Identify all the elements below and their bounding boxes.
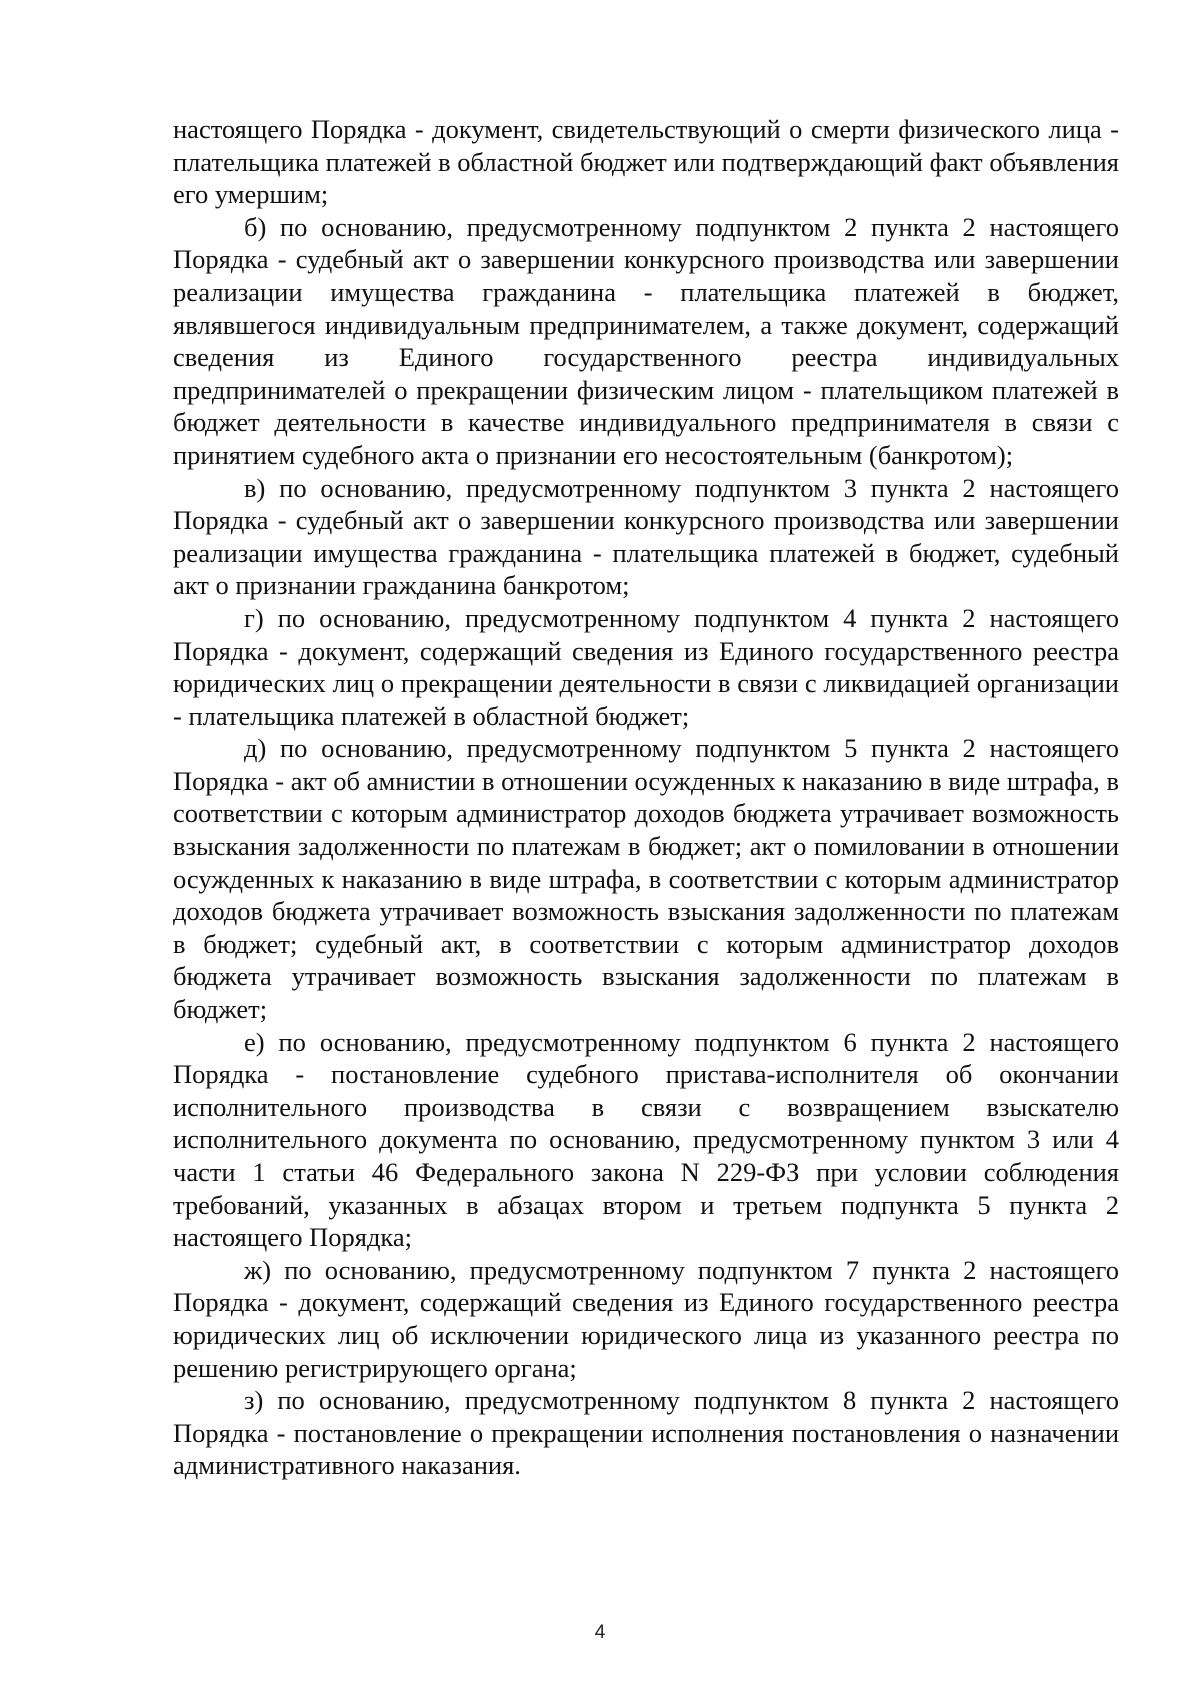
- paragraph-item-d: д) по основанию, предусмотренному подпунктом 5 пункта 2 настоящего Порядка - акт об амнистии в отношении осужденных к наказанию в виде штрафа, в соответствии с которым администратор доходов бюджета утрачивает возможность взыскания задолженности по платежам в бюджет; акт о помиловании в отношении осужденных к наказанию в виде штрафа, в соответствии с которым администратор доходов бюджета утрачивает возможность взыскания задолженности по платежам в бюджет; судебный акт, в соответствии с которым администратор доходов бюджета утрачивает возможность взыскания задолженности по платежам в бюджет;: [173, 733, 1119, 1025]
- paragraph-item-b: б) по основанию, предусмотренному подпунктом 2 пункта 2 настоящего Порядка - судебный акт о завершении конкурсного производства или завершении реализации имущества гражданина - плательщика платежей в бюджет, являвшегося индивидуальным предпринимателем, а также документ, содержащий сведения из Единого государственного реестра индивидуальных предпринимателей о прекращении физическим лицом - плательщиком платежей в бюджет деятельности в качестве индивидуального предпринимателя в связи с принятием судебного акта о признании его несостоятельным (банкротом);: [173, 211, 1119, 470]
- paragraph-item-e: е) по основанию, предусмотренному подпунктом 6 пункта 2 настоящего Порядка - постановление судебного пристава-исполнителя об окончании исполнительного производства в связи с возвращением взыскателю исполнительного документа по основанию, предусмотренному пунктом 3 или 4 части 1 статьи 46 Федерального закона N 229-ФЗ при условии соблюдения требований, указанных в абзацах втором и третьем подпункта 5 пункта 2 настоящего Порядка;: [173, 1026, 1119, 1253]
- paragraph-item-v: в) по основанию, предусмотренному подпунктом 3 пункта 2 настоящего Порядка - судебный акт о завершении конкурсного производства или завершении реализации имущества гражданина - плательщика платежей в бюджет, судебный акт о признании гражданина банкротом;: [173, 472, 1119, 601]
- paragraph-item-z: з) по основанию, предусмотренному подпунктом 8 пункта 2 настоящего Порядка - постановление о прекращении исполнения постановления о назначении административного наказания.: [173, 1385, 1119, 1481]
- paragraph-item-g: г) по основанию, предусмотренному подпунктом 4 пункта 2 настоящего Порядка - документ, содержащий сведения из Единого государственного реестра юридических лиц о прекращении деятельности в связи с ликвидацией организации - плательщика платежей в областной бюджет;: [173, 602, 1119, 731]
- document-body: [173, 113, 1119, 1482]
- page-number: 4: [594, 1622, 606, 1643]
- paragraph-item-zh: ж) по основанию, предусмотренному подпунктом 7 пункта 2 настоящего Порядка - документ, содержащий сведения из Единого государственного реестра юридических лиц об исключении юридического лица из указанного реестра по решению регистрирующего органа;: [173, 1254, 1119, 1383]
- paragraph-continuation: настоящего Порядка - документ, свидетельствующий о смерти физического лица - плательщика платежей в областной бюджет или подтверждающий факт объявления его умершим;: [173, 114, 1119, 210]
